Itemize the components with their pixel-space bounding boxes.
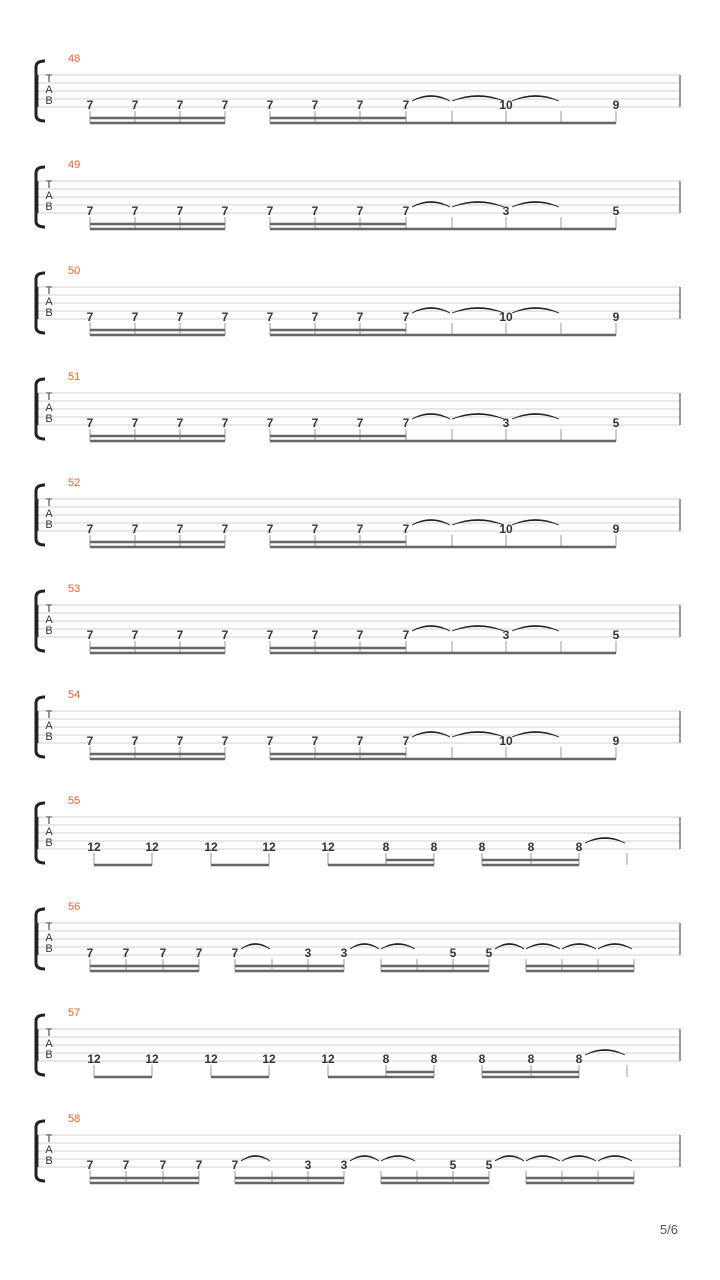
tie-arc <box>512 626 559 632</box>
tab-clef-letter: A <box>45 1038 53 1050</box>
fret-number: 7 <box>311 98 319 112</box>
fret-number: 5 <box>449 1158 457 1172</box>
tab-system <box>36 159 680 229</box>
measure-number: 48 <box>68 53 81 65</box>
fret-number: 7 <box>311 416 319 430</box>
fret-number: 8 <box>430 1052 438 1066</box>
fret-number: 7 <box>402 628 410 642</box>
fret-number: 9 <box>612 310 620 324</box>
fret-number: 5 <box>612 204 620 218</box>
fret-number: 7 <box>86 734 94 748</box>
fret-number: 3 <box>502 628 510 642</box>
tab-clef-letter: B <box>45 201 53 213</box>
fret-number: 7 <box>221 522 229 536</box>
fret-number: 7 <box>122 1158 130 1172</box>
tab-clef-letter: T <box>45 921 53 933</box>
fret-number: 7 <box>311 734 319 748</box>
tie-arc <box>412 202 450 208</box>
fret-number: 7 <box>231 1158 239 1172</box>
measure-number: 52 <box>68 477 81 489</box>
measure-number: 58 <box>68 1113 81 1125</box>
measure-number: 57 <box>68 1007 81 1019</box>
tab-clef-letter: A <box>45 826 53 838</box>
fret-number: 7 <box>402 204 410 218</box>
fret-number: 5 <box>485 1158 493 1172</box>
tab-clef-letter: T <box>45 815 53 827</box>
tie-arc <box>452 96 504 102</box>
tab-clef-letter: A <box>45 614 53 626</box>
fret-number: 7 <box>356 628 364 642</box>
fret-number: 5 <box>612 416 620 430</box>
tab-system <box>36 53 680 123</box>
fret-number: 9 <box>612 734 620 748</box>
fret-number: 12 <box>87 1052 101 1066</box>
fret-number: 7 <box>176 204 184 218</box>
tab-clef-letter: B <box>45 307 53 319</box>
tab-clef-letter: A <box>45 932 53 944</box>
fret-number: 7 <box>122 946 130 960</box>
fret-number: 7 <box>221 416 229 430</box>
tab-clef-letter: A <box>45 84 53 96</box>
tab-system <box>36 1113 680 1183</box>
tab-system <box>36 1007 680 1077</box>
tab-clef-letter: B <box>45 625 53 637</box>
fret-number: 7 <box>131 628 139 642</box>
fret-number: 10 <box>499 310 513 324</box>
fret-number: 5 <box>612 628 620 642</box>
fret-number: 3 <box>502 416 510 430</box>
fret-number: 7 <box>356 98 364 112</box>
tie-arc <box>598 1156 632 1162</box>
tab-clef-letter: A <box>45 720 53 732</box>
tie-arc <box>526 944 560 950</box>
fret-number: 8 <box>478 1052 486 1066</box>
tab-system <box>36 901 680 971</box>
fret-number: 10 <box>499 98 513 112</box>
fret-number: 3 <box>304 946 312 960</box>
tab-clef-letter: B <box>45 943 53 955</box>
tie-arc <box>512 520 559 526</box>
fret-number: 10 <box>499 522 513 536</box>
fret-number: 7 <box>131 310 139 324</box>
fret-number: 8 <box>527 1052 535 1066</box>
tab-clef-letter: T <box>45 285 53 297</box>
fret-number: 7 <box>266 98 274 112</box>
tab-clef-letter: B <box>45 413 53 425</box>
tab-clef-letter: B <box>45 1155 53 1167</box>
tie-arc <box>412 414 450 420</box>
fret-number: 7 <box>176 98 184 112</box>
fret-number: 7 <box>221 734 229 748</box>
tie-arc <box>381 944 415 950</box>
tab-system <box>36 477 680 547</box>
fret-number: 7 <box>402 98 410 112</box>
tab-clef-letter: T <box>45 179 53 191</box>
tie-arc <box>452 308 504 314</box>
fret-number: 7 <box>311 204 319 218</box>
fret-number: 7 <box>131 98 139 112</box>
measure-number: 54 <box>68 689 81 701</box>
fret-number: 7 <box>402 416 410 430</box>
fret-number: 12 <box>145 840 159 854</box>
tie-arc <box>562 944 596 950</box>
fret-number: 12 <box>321 840 335 854</box>
tie-arc <box>412 520 450 526</box>
measure-number: 50 <box>68 265 81 277</box>
fret-number: 7 <box>131 204 139 218</box>
fret-number: 3 <box>304 1158 312 1172</box>
fret-number: 12 <box>204 1052 218 1066</box>
fret-number: 7 <box>402 310 410 324</box>
fret-number: 7 <box>356 522 364 536</box>
fret-number: 7 <box>86 310 94 324</box>
tie-arc <box>412 308 450 314</box>
tab-clef-letter: B <box>45 519 53 531</box>
tie-arc <box>350 944 379 950</box>
fret-number: 7 <box>402 522 410 536</box>
tie-arc <box>562 1156 596 1162</box>
measure-number: 51 <box>68 371 81 383</box>
fret-number: 7 <box>266 734 274 748</box>
fret-number: 7 <box>86 98 94 112</box>
fret-number: 3 <box>340 1158 348 1172</box>
fret-number: 10 <box>499 734 513 748</box>
fret-number: 7 <box>221 310 229 324</box>
tab-clef-letter: B <box>45 731 53 743</box>
tab-clef-letter: T <box>45 73 53 85</box>
tie-arc <box>452 414 504 420</box>
fret-number: 7 <box>86 946 94 960</box>
tab-system <box>36 583 680 653</box>
fret-number: 7 <box>131 522 139 536</box>
tie-arc <box>452 520 504 526</box>
fret-number: 12 <box>262 840 276 854</box>
tab-clef-letter: A <box>45 190 53 202</box>
tie-arc <box>412 96 450 102</box>
tie-arc <box>452 202 504 208</box>
fret-number: 7 <box>86 416 94 430</box>
tie-arc <box>598 944 632 950</box>
tie-arc <box>412 626 450 632</box>
tie-arc <box>495 944 524 950</box>
fret-number: 12 <box>87 840 101 854</box>
fret-number: 7 <box>86 522 94 536</box>
fret-number: 8 <box>575 1052 583 1066</box>
tab-clef-letter: A <box>45 1144 53 1156</box>
tab-clef-letter: B <box>45 1049 53 1061</box>
tie-arc <box>241 944 270 950</box>
fret-number: 7 <box>86 628 94 642</box>
fret-number: 7 <box>221 204 229 218</box>
fret-number: 7 <box>221 98 229 112</box>
fret-number: 7 <box>266 628 274 642</box>
fret-number: 7 <box>356 734 364 748</box>
fret-number: 8 <box>430 840 438 854</box>
fret-number: 12 <box>204 840 218 854</box>
fret-number: 7 <box>356 310 364 324</box>
fret-number: 7 <box>266 204 274 218</box>
fret-number: 7 <box>311 310 319 324</box>
tie-arc <box>585 838 625 844</box>
tie-arc <box>412 732 450 738</box>
tab-clef-letter: T <box>45 497 53 509</box>
fret-number: 7 <box>266 522 274 536</box>
fret-number: 7 <box>86 204 94 218</box>
tie-arc <box>512 96 559 102</box>
tab-clef-letter: T <box>45 1027 53 1039</box>
tab-clef-letter: T <box>45 391 53 403</box>
tie-arc <box>512 732 559 738</box>
tab-clef-letter: A <box>45 296 53 308</box>
fret-number: 7 <box>159 1158 167 1172</box>
fret-number: 8 <box>382 1052 390 1066</box>
fret-number: 9 <box>612 522 620 536</box>
tie-arc <box>452 732 504 738</box>
fret-number: 12 <box>321 1052 335 1066</box>
fret-number: 7 <box>131 416 139 430</box>
fret-number: 8 <box>382 840 390 854</box>
tie-arc <box>495 1156 524 1162</box>
measure-number: 53 <box>68 583 81 595</box>
tie-arc <box>526 1156 560 1162</box>
fret-number: 7 <box>195 946 203 960</box>
fret-number: 7 <box>159 946 167 960</box>
measure-number: 49 <box>68 159 81 171</box>
tab-clef-letter: A <box>45 402 53 414</box>
fret-number: 7 <box>356 204 364 218</box>
fret-number: 9 <box>612 98 620 112</box>
tie-arc <box>585 1050 625 1056</box>
tab-system <box>36 371 680 441</box>
tab-clef-letter: T <box>45 1133 53 1145</box>
fret-number: 7 <box>176 628 184 642</box>
tie-arc <box>512 308 559 314</box>
fret-number: 7 <box>176 734 184 748</box>
fret-number: 7 <box>86 1158 94 1172</box>
fret-number: 5 <box>485 946 493 960</box>
tab-clef-letter: B <box>45 95 53 107</box>
fret-number: 12 <box>145 1052 159 1066</box>
fret-number: 7 <box>195 1158 203 1172</box>
page-number: 5/6 <box>659 1222 678 1237</box>
tab-clef-letter: B <box>45 837 53 849</box>
fret-number: 7 <box>131 734 139 748</box>
fret-number: 7 <box>176 416 184 430</box>
fret-number: 7 <box>266 310 274 324</box>
fret-number: 7 <box>402 734 410 748</box>
tab-clef-letter: T <box>45 709 53 721</box>
fret-number: 3 <box>502 204 510 218</box>
tie-arc <box>381 1156 415 1162</box>
measure-number: 56 <box>68 901 81 913</box>
fret-number: 7 <box>176 310 184 324</box>
fret-number: 7 <box>176 522 184 536</box>
tab-system <box>36 795 680 865</box>
fret-number: 12 <box>262 1052 276 1066</box>
fret-number: 3 <box>340 946 348 960</box>
fret-number: 8 <box>575 840 583 854</box>
measure-number: 55 <box>68 795 81 807</box>
fret-number: 7 <box>356 416 364 430</box>
fret-number: 7 <box>311 522 319 536</box>
fret-number: 8 <box>478 840 486 854</box>
tab-clef-letter: T <box>45 603 53 615</box>
fret-number: 5 <box>449 946 457 960</box>
tie-arc <box>350 1156 379 1162</box>
fret-number: 7 <box>231 946 239 960</box>
fret-number: 7 <box>266 416 274 430</box>
tab-system <box>36 689 680 759</box>
tie-arc <box>241 1156 270 1162</box>
fret-number: 7 <box>221 628 229 642</box>
tie-arc <box>452 626 504 632</box>
tie-arc <box>512 202 559 208</box>
tie-arc <box>512 414 559 420</box>
tab-clef-letter: A <box>45 508 53 520</box>
fret-number: 8 <box>527 840 535 854</box>
fret-number: 7 <box>311 628 319 642</box>
tab-system <box>36 265 680 335</box>
